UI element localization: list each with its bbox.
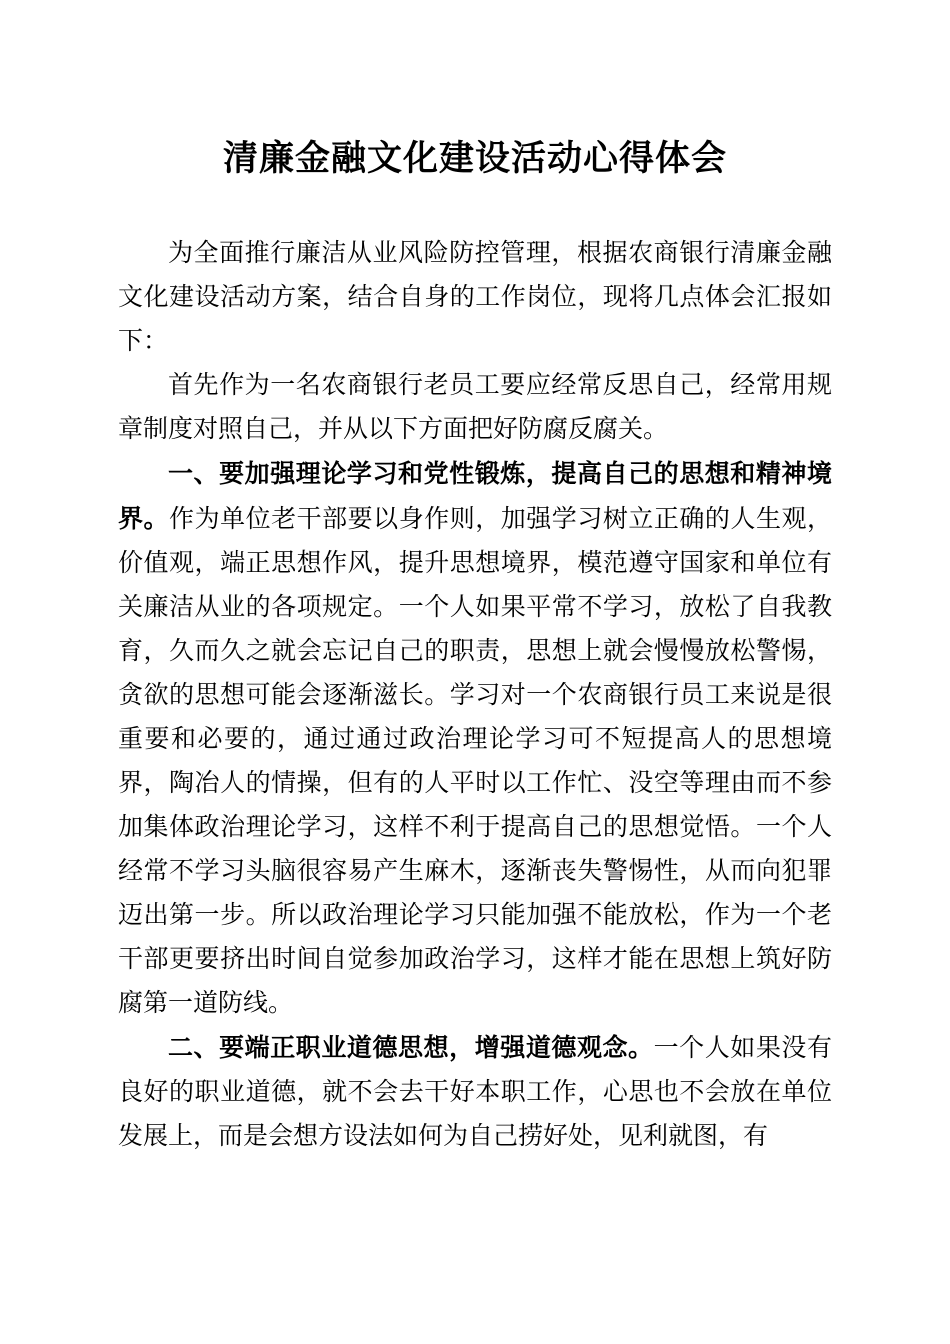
paragraph-text: 为全面推行廉洁从业风险防控管理，根据农商银行清廉金融文化建设活动方案，结合自身的工作岗位，现将几点体会汇报如下： [118, 240, 832, 355]
paragraph-preface [118, 364, 832, 452]
paragraph-intro [118, 232, 832, 364]
paragraph-section-1 [118, 452, 832, 1026]
paragraph-text: 首先作为一名农商银行老员工要应经常反思自己，经常用规章制度对照自己，并从以下方面把好防腐反腐关。 [118, 372, 832, 443]
paragraph-section-2 [118, 1026, 832, 1159]
paragraph-text: 一个人如果没有良好的职业道德，就不会去干好本职工作，心思也不会放在单位发展上，而是会想方设法如何为自己捞好处，见利就图，有 [118, 1035, 832, 1150]
document-title: 清廉金融文化建设活动心得体会 [222, 139, 727, 178]
paragraph-text: 作为单位老干部要以身作则，加强学习树立正确的人生观，价值观，端正思想作风，提升思想境界，模范遵守国家和单位有关廉洁从业的各项规定。一个人如果平常不学习，放松了自我教育，久而久之就会忘记自己的职责，思想上就会慢慢放松警惕，贪欲的思想可能会逐渐滋长。学习对一个农商银行员工来说是很重要和必要的，通过通过政治理论学习可不短提高人的思想境界，陶冶人的情操，但有的人平时以工作忙、没空等理由而不参加集体政治理论学习，这样不利于提高自己的思想觉悟。一个人经常不学习头脑很容易产生麻木，逐渐丧失警惕性，从而向犯罪迈出第一步。所以政治理论学习只能加强不能放松，作为一个老干部更要挤出时间自觉参加政治学习，这样才能在思想上筑好防腐第一道防线。 [118, 506, 832, 1017]
section-1-heading: 一、要加强理论学习和党性锻炼，提高自己的思想和精神境界。 [118, 460, 832, 533]
section-2-heading: 二、要端正职业道德思想，增强道德观念。 [168, 1034, 654, 1062]
